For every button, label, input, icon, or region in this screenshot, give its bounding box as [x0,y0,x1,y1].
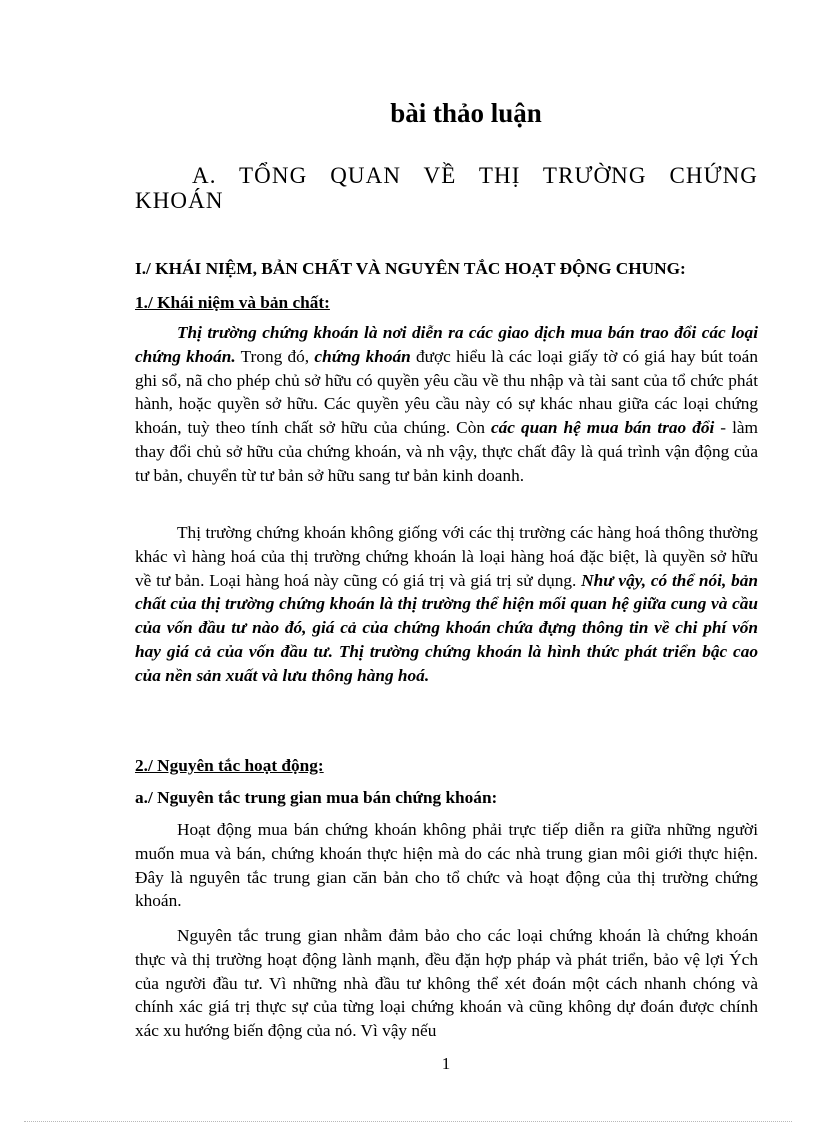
term-trade-relations: các quan hệ mua bán trao đổi [491,418,715,438]
page-number: 1 [441,1054,451,1073]
paragraph-concept [135,321,758,488]
section-1-heading: I./ KHÁI NIỆM, BẢN CHẤT VÀ NGUYÊN TẮC HOẠT ĐỘNG CHUNG: [135,259,686,278]
subsection-1-heading: 1./ Khái niệm và bản chất: [135,293,330,312]
paragraph-intermediary: Hoạt động mua bán chứng khoán không phải trực tiếp diễn ra giữa những người muốn mua và bán, chứng khoán thực hiện mà do các nhà trung gian môi giới thực hiện. Đây là nguyên tắc trung gian căn bản cho tổ chức và hoạt động của thị trường chứng khoán. [135,820,758,911]
text-segment: được hiểu là các loại giấy tờ có giá hay bút toán ghi sổ, nã cho phép chủ sở hữu có quyền yêu cầu về thu nhập và tài sant của tổ chức phát hành, hoặc quyền sở hữu. Các quyền yêu cầu này có sự khác nhau giữa các loại chứng khoán, tuỳ theo tính chất sở hữu của chúng. Còn [135,346,758,438]
text-segment: - làm thay đổi chủ sở hữu của chứng khoán, và nh vậy, thực chất đây là quá trình vận động của tư bản, chuyển từ tư bản sở hữu sang tư bản kinh doanh. [135,418,758,485]
page-edge-divider [24,1121,792,1122]
subsection-2-heading: 2./ Nguyên tắc hoạt động: [135,756,324,775]
term-stock-market-definition: Thị trường chứng khoán là nơi diễn ra các giao dịch mua bán trao đổi các loại chứng khoán. [135,323,758,366]
paragraph-nature [135,521,758,688]
subsection-2a-heading: a./ Nguyên tắc trung gian mua bán chứng khoán: [135,788,498,807]
text-segment: Trong đó, [235,346,315,366]
text-segment: Thị trường chứng khoán không giống với các thị trường các hàng hoá thông thường khác vì hàng hoá của thị trường chứng khoán là loại hàng hoá đặc biệt, là quyền sở hữu về tư bản. Loại hàng hoá này cũng có giá trị và giá trị sử dụng. [135,523,758,590]
document-title: bài thảo luận [390,98,542,128]
paragraph-intermediary-purpose: Nguyên tắc trung gian nhằm đảm bảo cho các loại chứng khoán là chứng khoán thực và thị trường hoạt động lành mạnh, đều đặn hợp pháp và phát triển, bảo vệ lợi Ých của người đầu tư. Vì những nhà đầu tư không thể xét đoán một cách nhanh chóng và chính xác giá trị thực sự của từng loại chứng khoán và cũng không dự đoán được chính xác xu hướng biến động của nó. Vì vậy nếu [135,926,758,1041]
term-securities: chứng khoán [314,346,411,366]
section-a-heading: A. TỔNG QUAN VỀ THỊ TRƯỜNG CHỨNG KHOÁN [135,163,758,213]
emphasis-nature-statement: Như vậy, có thể nói, bản chất của thị trường chứng khoán là thị trường thể hiện mối quan hệ giữa cung và cầu của vốn đầu tư nào đó, giá cả của chứng khoán chứa đựng thông tin về chi phí vốn hay giá cả của vốn đầu tư. Thị trường chứng khoán là hình thức phát triển bậc cao của nền sản xuất và lưu thông hàng hoá. [135,570,758,685]
